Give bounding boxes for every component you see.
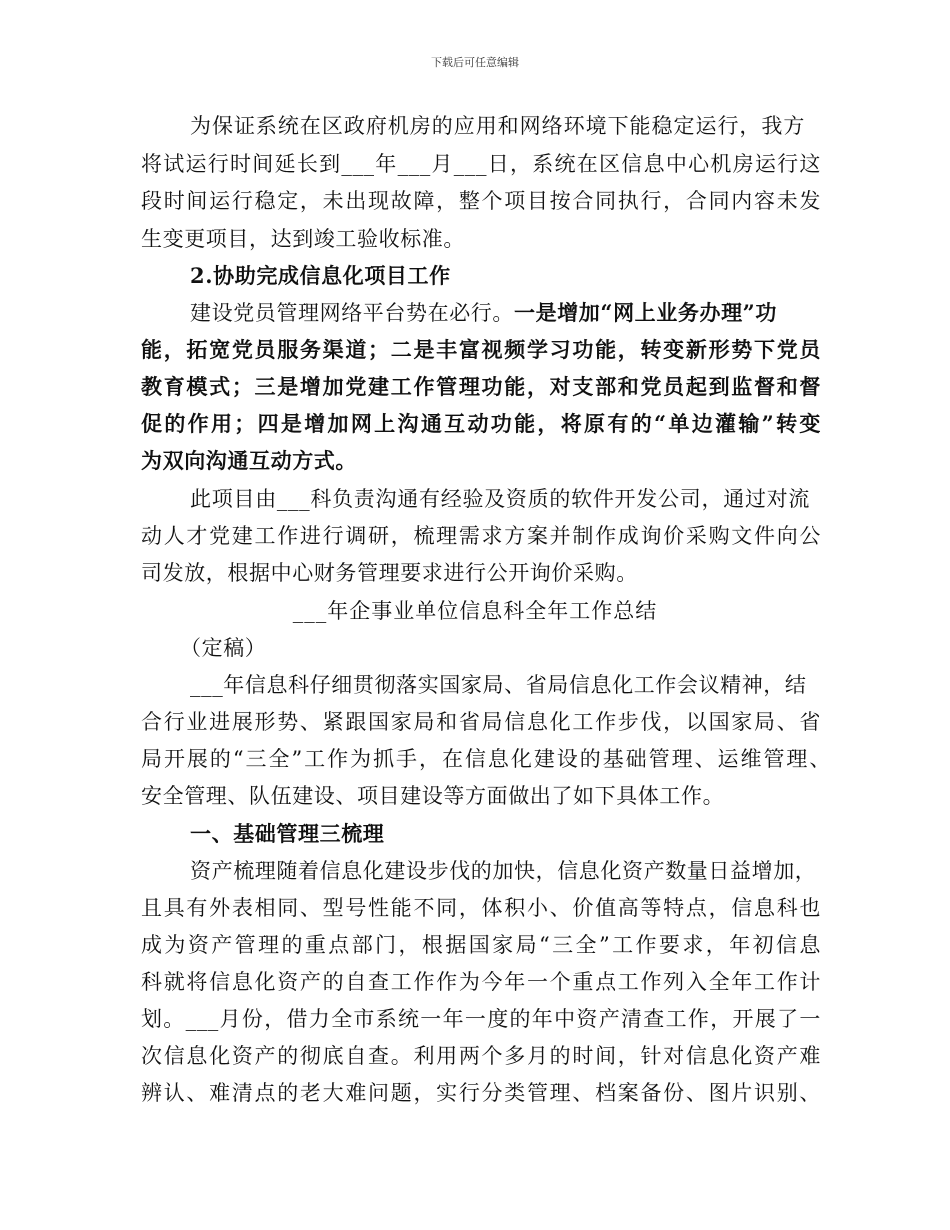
paragraph-line: 安全管理、队伍建设、项目建设等方面做出了如下具体工作。 <box>141 784 725 808</box>
paragraph-line: ___年信息科仔细贯彻落实国家局、省局信息化工作会议精神，结 <box>190 673 807 697</box>
paragraph-bold-text: 一是增加“网上业务办理”功 <box>514 300 777 325</box>
paragraph-text: 建设党员管理网络平台势在必行。 <box>190 301 514 325</box>
paragraph-line: 动人才党建工作进行调研，梳理需求方案并制作成询价采购文件向公 <box>141 524 821 548</box>
paragraph-line: 且具有外表相同、型号性能不同，体积小、价值高等特点，信息科也 <box>141 896 821 920</box>
paragraph-line: 将试运行时间延长到___年___月___日，系统在区信息中心机房运行这 <box>141 152 821 176</box>
paragraph-line: 能，拓宽党员服务渠道；二是丰富视频学习功能，转变新形势下党员 <box>141 337 821 362</box>
document-subtitle: （定稿） <box>180 636 267 660</box>
section-heading: 2.协助完成信息化项目工作 <box>190 263 451 288</box>
page-header: 下载后可任意编辑 <box>431 56 519 69</box>
document-title: ___年企事业单位信息科全年工作总结 <box>292 599 658 623</box>
paragraph-line: 为保证系统在区政府机房的应用和网络环境下能稳定运行，我方 <box>190 114 805 138</box>
paragraph-line: 为双向沟通互动方式。 <box>141 448 357 473</box>
paragraph-line: 段时间运行稳定，未出现故障，整个项目按合同执行，合同内容未发 <box>141 189 821 213</box>
paragraph-line: 教育模式；三是增加党建工作管理功能，对支部和党员起到监督和督 <box>141 374 821 399</box>
paragraph-line: 生变更项目，达到竣工验收标准。 <box>141 227 465 251</box>
paragraph-line <box>190 299 810 327</box>
paragraph-line: 司发放，根据中心财务管理要求进行公开询价采购。 <box>141 561 638 585</box>
paragraph-line: 辨认、难清点的老大难问题，实行分类管理、档案备份、图片识别、 <box>141 1081 821 1105</box>
section-heading: 一、基础管理三梳理 <box>190 821 385 846</box>
paragraph-line: 此项目由___科负责沟通有经验及资质的软件开发公司，通过对流 <box>190 487 810 511</box>
paragraph-line: 划。___月份，借力全市系统一年一度的年中资产清查工作，开展了一 <box>141 1007 821 1031</box>
paragraph-line: 成为资产管理的重点部门，根据国家局“三全”工作要求，年初信息 <box>141 933 821 957</box>
paragraph-line: 促的作用；四是增加网上沟通互动功能，将原有的“单边灌输”转变 <box>141 411 821 436</box>
paragraph-line: 合行业进展形势、紧跟国家局和省局信息化工作步伐，以国家局、省 <box>141 710 821 734</box>
paragraph-line: 次信息化资产的彻底自查。利用两个多月的时间，针对信息化资产难 <box>141 1044 821 1068</box>
paragraph-line: 科就将信息化资产的自查工作作为今年一个重点工作列入全年工作计 <box>141 970 821 994</box>
paragraph-line: 局开展的“三全”工作为抓手，在信息化建设的基础管理、运维管理、 <box>141 747 831 771</box>
paragraph-line: 资产梳理随着信息化建设步伐的加快，信息化资产数量日益增加， <box>190 859 817 883</box>
